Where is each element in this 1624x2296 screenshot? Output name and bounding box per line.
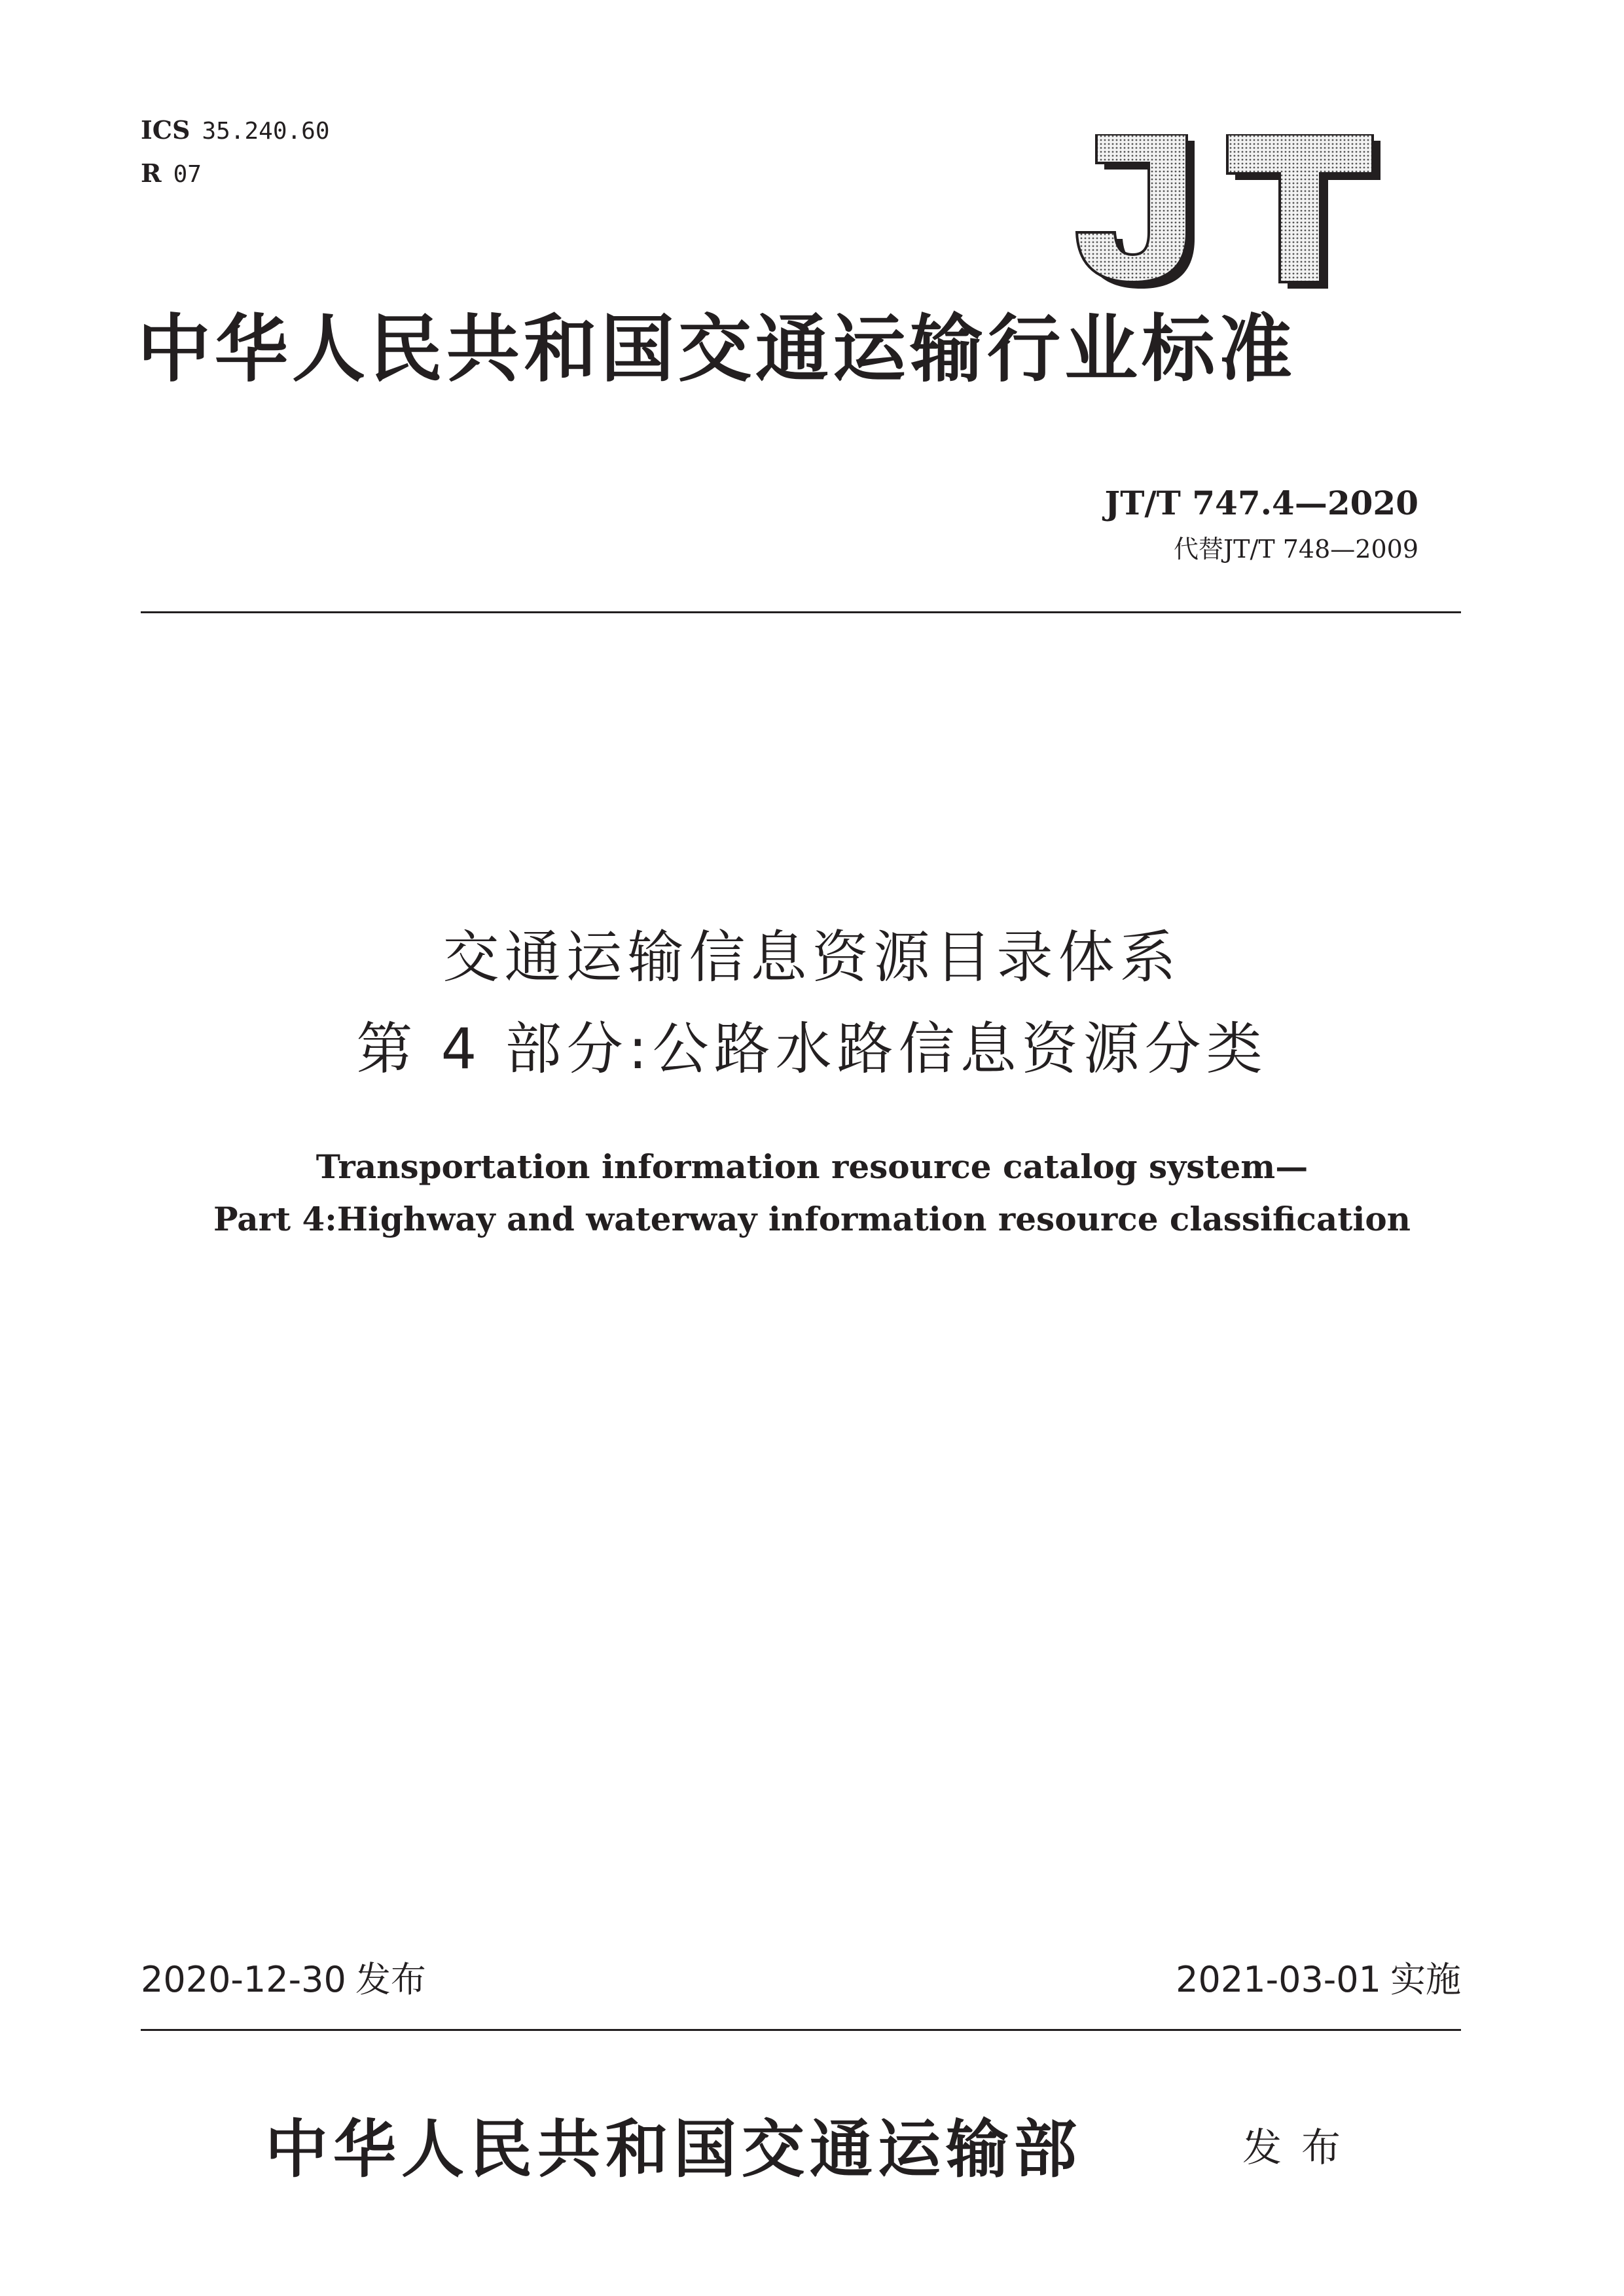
- ccs-code-line: [141, 158, 202, 188]
- publisher-label: 发布: [1242, 2125, 1360, 2171]
- ics-value: 35.240.60: [202, 118, 330, 145]
- replaced-standard: 代替JT/T 748—2009: [1173, 535, 1418, 564]
- issue-date-line: [141, 1959, 426, 2000]
- standard-number: JT/T 747.4—2020: [1104, 484, 1418, 522]
- ccs-value: 07: [173, 161, 202, 188]
- chinese-title-line-2: 第 4 部分:公路水路信息资源分类: [356, 1016, 1268, 1082]
- footer-divider: [141, 2029, 1461, 2031]
- header-divider: [141, 611, 1461, 613]
- implementation-date: 2021-03-01: [1176, 1959, 1381, 2000]
- ics-label: ICS: [141, 115, 190, 145]
- issue-date: 2020-12-30: [141, 1959, 346, 2000]
- implementation-label: 实施: [1390, 1959, 1461, 2000]
- implementation-date-line: [1176, 1959, 1461, 2000]
- publisher-name: 中华人民共和国交通运输部: [265, 2112, 1082, 2186]
- english-title-line-1: Transportation information resource catalog system—: [316, 1147, 1308, 1186]
- english-title-line-2: Part 4:Highway and waterway information resource classification: [213, 1200, 1411, 1238]
- ics-code-line: [141, 115, 330, 145]
- ccs-label: R: [141, 158, 162, 188]
- jt-logo: [1064, 134, 1384, 291]
- issue-label: 发布: [355, 1959, 426, 2000]
- industry-standard-title: 中华人民共和国交通运输行业标准: [137, 307, 1296, 392]
- chinese-title-line-1: 交通运输信息资源目录体系: [442, 925, 1182, 990]
